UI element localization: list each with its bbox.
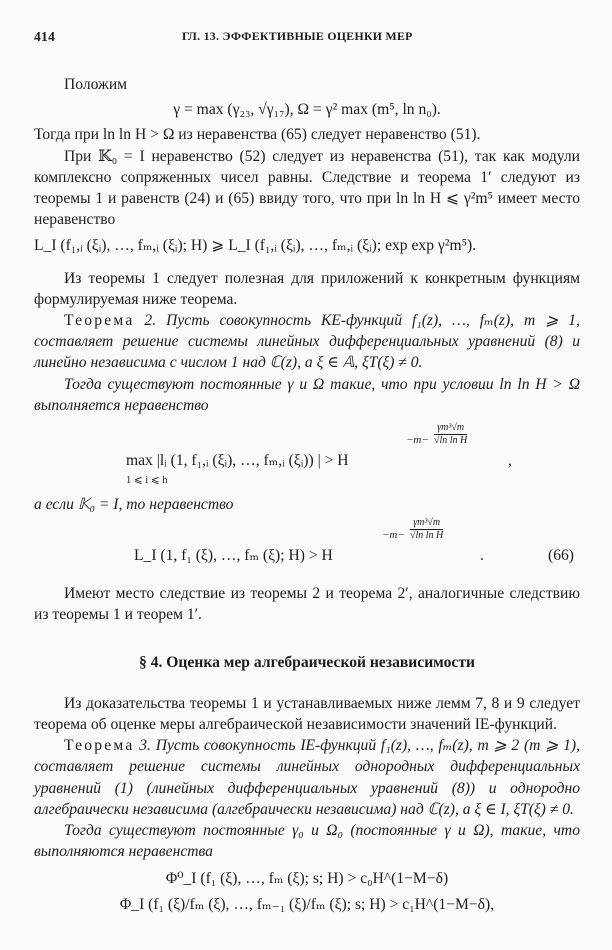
formula-phi0: Φ⁰_I (f₁ (ξ), …, fₘ (ξ); s; H) > c₀H^(1−M−δ) xyxy=(165,870,449,888)
running-header xyxy=(34,26,580,48)
formula-66-exp-den: √ln ln H xyxy=(410,530,444,542)
formula-max-exp-lead: −m− xyxy=(406,434,429,447)
paragraph-consequences: Имеют место следствие из теоремы 2 и теорема 2′, аналогичные следствию из теоремы 1 и теорем 1′. xyxy=(34,585,580,624)
theorem-3-label: Теорема xyxy=(64,737,135,755)
paragraph-then: Тогда при ln ln H > Ω из неравенства (65) следует неравенство (51). xyxy=(34,126,481,144)
formula-max-inequality xyxy=(34,420,580,490)
formula-l1-inequality: L_I (f₁,ᵢ (ξᵢ), …, fₘ,ᵢ (ξᵢ); H) ⩾ L_I (f₁,ᵢ (ξᵢ), …, fₘ,ᵢ (ξᵢ); exp exp γ²m⁵). xyxy=(34,237,477,255)
formula-66 xyxy=(34,517,580,579)
paragraph-if-k0: а если 𝕂₀ = I, то неравенство xyxy=(34,496,234,514)
formula-max-exp-fraction xyxy=(434,422,467,447)
paragraph-from-proof: Из доказательства теоремы 1 и устанавливаемых ниже лемм 7, 8 и 9 следует теорема об оценке меры алгебраической независимости значений IE-функций. xyxy=(34,694,580,734)
formula-max-exp-num: γm³√m xyxy=(434,422,467,435)
page-number: 414 xyxy=(34,29,56,44)
theorem-3-body: 3. Пусть совокупность IE-функций f₁(z), …, fₘ(z), m ⩾ 2 (m ⩾ 1), составляет решение системы линейных однородных дифференциальных уравнений (1) (линейных дифференциальных уравнений (8)) и однородно алгебраически независима (алгебраически независима) над ℂ(z), а ξ ∈ I, ξT(ξ) ≠ 0. xyxy=(34,737,580,818)
paragraph-from-theorem-1: Из теоремы 1 следует полезная для приложений к конкретным функциям формулируемая ниже теорема. xyxy=(34,269,580,308)
theorem-2 xyxy=(34,310,580,374)
formula-gamma-omega: γ = max (γ₂₃, √γ₁₇), Ω = γ² max (m⁵, ln n₀). xyxy=(173,101,441,119)
paragraph-constants-exist-2: Тогда существуют постоянные γ₀ и Ω₀ (постоянные γ и Ω), такие, что выполняются неравенства xyxy=(34,822,580,861)
formula-66-tail: . xyxy=(480,547,484,565)
running-title: ГЛ. 13. ЭФФЕКТИВНЫЕ ОЦЕНКИ МЕР xyxy=(182,29,413,43)
formula-66-exp-lead: −m− xyxy=(382,529,405,542)
page xyxy=(34,26,580,919)
formula-max-tail: , xyxy=(508,452,512,470)
section-heading: § 4. Оценка мер алгебраической независимости xyxy=(139,653,475,671)
formula-66-exp-num: γm³√m xyxy=(410,517,443,530)
theorem-2-body: 2. Пусть совокупность КЕ-функций f₁(z), …, fₘ(z), m ⩾ 1, составляет решение системы линейных дифференциальных уравнений (8) и линейно независима с числом 1 над ℂ(z), а ξ ∈ 𝔸, ξT(ξ) ≠ 0. xyxy=(34,312,580,372)
theorem-3 xyxy=(34,735,580,820)
formula-max-main: max |lᵢ (1, f₁,ᵢ (ξᵢ), …, fₘ,ᵢ (ξᵢ)) | > H xyxy=(126,452,349,470)
formula-66-main: L_I (1, f₁ (ξ), …, fₘ (ξ); H) > H xyxy=(134,547,333,565)
equation-number-66: (66) xyxy=(548,547,574,565)
formula-max-subscript: 1 ⩽ i ⩽ h xyxy=(126,475,168,487)
formula-phi1: Φ_I (f₁ (ξ)/fₘ (ξ), …, fₘ₋₁ (ξ)/fₘ (ξ); s; H) > c₁H^(1−M−δ), xyxy=(119,895,495,913)
formula-66-exp-fraction xyxy=(410,517,443,542)
paragraph-when-k0: При 𝕂₀ = I неравенство (52) следует из неравенства (51), так как модули комплексно сопряженных чисел равны. Следствие и теорема 1′ следуют из теоремы 1 и равенств (24) и (65) ввиду того, что при ln ln H ⩽ γ²m⁵ имеет место неравенство xyxy=(34,147,580,229)
formula-max-exp-den: √ln ln H xyxy=(434,435,468,447)
paragraph-polozhim: Положим xyxy=(64,76,128,93)
theorem-2-label: Теорема xyxy=(64,312,135,330)
paragraph-constants-exist: Тогда существуют постоянные γ и Ω такие, что при условии ln ln H > Ω выполняется неравенство xyxy=(34,375,580,414)
